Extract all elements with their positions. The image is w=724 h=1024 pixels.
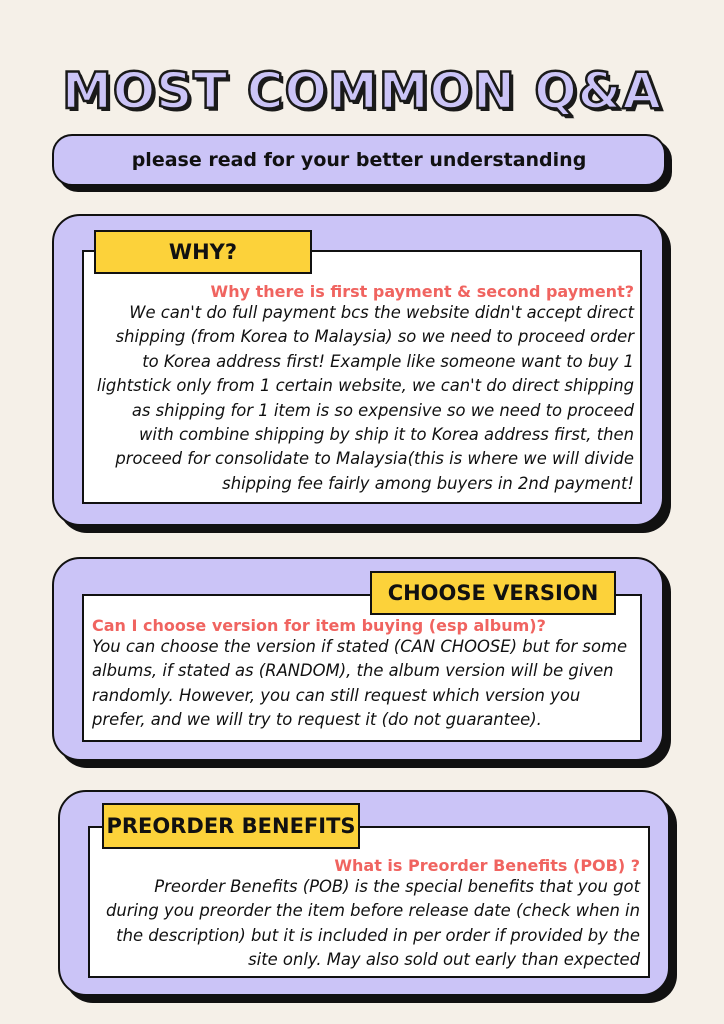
preorder-benefits-question: What is Preorder Benefits (POB) ? — [334, 856, 640, 875]
subtitle-banner — [52, 134, 666, 186]
why-tag-label: WHY? — [168, 240, 238, 264]
choose-version-tag-label: CHOOSE VERSION — [387, 581, 599, 605]
why-panel — [82, 250, 642, 504]
why-answer: We can't do full payment bcs the website didn't accept direct shipping (from Korea to Malaysia) so we need to proceed order to Korea address first! Example like someone want to buy 1 lightstick only from 1 certain website, we can't do direct shipping as shipping for 1 item is so expensive so we need to proceed with combine shipping by ship it to Korea address first, then proceed for consolidate to Malaysia(this is where we will divide shipping fee fairly among buyers in 2nd payment! — [96, 303, 634, 493]
preorder-benefits-tag — [102, 803, 360, 849]
why-tag — [94, 230, 312, 274]
choose-version-question: Can I choose version for item buying (esp album)? — [92, 616, 546, 635]
choose-version-answer: You can choose the version if stated (CAN CHOOSE) but for some albums, if stated as (RANDOM), the album version will be given randomly. However, you can still request which version you prefer, and we will try to request it (do not guarantee). — [92, 637, 628, 730]
page-title: MOST COMMON Q&A — [61, 62, 663, 120]
preorder-benefits-answer: Preorder Benefits (POB) is the special benefits that you got during you preorder the item before release date (check when in the description) but it is included in per order if provided by the site only. May also sold out early than expected — [105, 877, 640, 970]
subtitle-text: please read for your better understanding — [131, 149, 587, 171]
choose-version-panel — [82, 594, 642, 742]
preorder-benefits-tag-label: PREORDER BENEFITS — [106, 814, 356, 838]
why-question: Why there is first payment & second payment? — [210, 282, 634, 301]
choose-version-tag — [370, 571, 616, 615]
